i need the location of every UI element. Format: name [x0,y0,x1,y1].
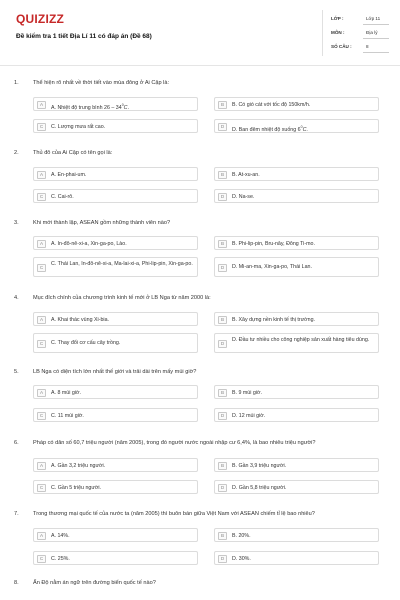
option-text: A. Khai thác vùng Xi-bia. [51,316,110,323]
option-text: B. Có gió cát với tốc độ 150km/h. [232,101,311,108]
option-letter: D [218,123,227,131]
option-letter: B [218,389,227,397]
option-c[interactable] [33,408,198,422]
option-text: A. En-phai-um. [51,171,87,178]
meta-class-label: LỚP : [331,16,344,21]
option-text: B. 20%. [232,532,251,539]
meta-count-label: SỐ CÂU : [331,44,352,49]
option-letter: C [37,484,46,492]
option-letter: B [218,240,227,248]
meta-divider [363,24,389,25]
option-a[interactable] [33,458,198,472]
worksheet-title: Đề kiểm tra 1 tiết Địa Lí 11 có đáp án (Đề 68) [16,33,152,40]
option-letter: B [218,171,227,179]
option-d[interactable] [214,551,379,565]
worksheet-meta [322,10,392,56]
option-b[interactable] [214,312,379,326]
option-letter: B [218,316,227,324]
option-b[interactable] [214,458,379,472]
option-b[interactable] [214,236,379,250]
question-number: 7. [14,511,19,517]
option-d[interactable] [214,480,379,494]
question-text: Khi mới thành lập, ASEAN gồm những thành viên nào? [33,220,171,226]
question-text: Ấn Độ nằm án ngữ trên đường biển quốc tế nào? [33,580,156,586]
question-number: 5. [14,369,19,375]
option-text: C. Thái Lan, In-đô-nê-xi-a, Ma-lai-xi-a, Phi-lip-pin, Xin-ga-po. [51,260,193,267]
option-letter: A [37,462,46,470]
option-c[interactable] [33,189,198,203]
option-text: A. Nhiệt độ trung bình $26 - 34^0C$. [51,102,129,111]
option-c[interactable] [33,480,198,494]
option-c[interactable] [33,551,198,565]
option-text: A. In-đô-nê-xi-a, Xin-ga-po, Lào. [51,240,127,247]
option-letter: D [218,340,227,348]
option-text: B. Phi-lip-pin, Bru-nây, Đông Ti-mo. [232,240,315,247]
option-letter: A [37,240,46,248]
option-text: C. 11 múi giờ. [51,412,84,419]
option-b[interactable] [214,385,379,399]
option-letter: D [218,193,227,201]
option-letter: D [218,412,227,420]
question-text: Pháp có dân số 60,7 triệu người (năm 2005), trong đó người nước ngoài nhập cư 6,4%, là bao nhiêu triệu người? [33,440,316,446]
option-d[interactable] [214,189,379,203]
option-text: C. Gần 5 triệu người. [51,484,102,491]
option-text: D. Mi-an-ma, Xin-ga-po, Thái Lan. [232,264,312,270]
option-text: D. 12 múi giờ. [232,412,266,419]
question-number: 3. [14,220,19,226]
option-a[interactable] [33,97,198,111]
option-text: C. Lượng mưa rất cao. [51,123,106,130]
question-text: Thể hiện rõ nhất về thời tiết vào mùa đông ở Ai Cập là: [33,80,170,86]
option-b[interactable] [214,528,379,542]
option-text: C. Thay đổi cơ cấu cây trồng. [51,340,121,346]
option-text: A. Gần 3,2 triệu người. [51,462,106,469]
question-number: 6. [14,440,19,446]
option-text: A. 8 múi giờ. [51,389,81,396]
option-c[interactable] [33,257,198,277]
option-letter: C [37,264,46,272]
option-text: D. Ban đêm nhiệt độ xuống $6^0C$. [232,124,308,133]
option-letter: A [37,316,46,324]
option-letter: C [37,412,46,420]
option-text: B. Gần 3,9 triệu người. [232,462,287,469]
question-text: Trong thương mại quốc tế của nước ta (năm 2005) thì buôn bán giữa Việt Nam với ASEAN chiếm tỉ lệ bao nhiêu? [33,511,315,517]
option-text: A. 14%. [51,532,70,539]
option-letter: C [37,555,46,563]
question-number: 1. [14,80,19,86]
meta-subject-label: MÔN : [331,30,345,35]
option-a[interactable] [33,528,198,542]
option-d[interactable] [214,257,379,277]
option-b[interactable] [214,167,379,181]
meta-class-value: Lớp 11 [366,16,381,21]
option-letter: A [37,389,46,397]
option-a[interactable] [33,312,198,326]
option-text: D. Đầu tư nhiều cho công nghiệp sản xuất hàng tiêu dùng. [232,336,370,343]
option-letter: B [218,462,227,470]
option-c[interactable] [33,333,198,353]
option-text: B. At-xu-an. [232,171,260,178]
option-letter: B [218,101,227,109]
option-letter: C [37,123,46,131]
option-letter: A [37,101,46,109]
meta-divider [363,38,389,39]
option-letter: B [218,532,227,540]
option-d[interactable] [214,119,379,133]
option-letter: A [37,532,46,540]
option-letter: C [37,193,46,201]
question-text: Thủ đô của Ai Cập có tên gọi là: [33,150,113,156]
question-text: LB Nga có diện tích lớn nhất thế giới và trải dài trên mấy múi giờ? [33,369,197,375]
option-text: C. Cai-rô. [51,193,74,200]
option-letter: D [218,264,227,272]
option-letter: C [37,340,46,348]
option-letter: D [218,555,227,563]
option-a[interactable] [33,167,198,181]
question-number: 8. [14,580,19,586]
question-number: 2. [14,150,19,156]
meta-divider [363,52,389,53]
option-b[interactable] [214,97,379,111]
option-text: D. Gần 5,8 triệu người. [232,484,287,491]
option-letter: A [37,171,46,179]
option-text: B. 9 múi giờ. [232,389,262,396]
option-text: D. Na-se. [232,193,255,200]
option-a[interactable] [33,236,198,250]
option-letter: D [218,484,227,492]
option-a[interactable] [33,385,198,399]
option-c[interactable] [33,119,198,133]
quizizz-logo[interactable]: QUIZIZZ [16,12,65,26]
worksheet-header [0,0,400,66]
option-text: C. 25%. [51,555,70,562]
option-text: B. Xây dựng nền kinh tế thị trường. [232,316,316,323]
option-d[interactable] [214,333,379,353]
question-text: Mục đích chính của chương trình kinh tế mới ở LB Nga từ năm 2000 là: [33,295,211,301]
meta-subject-value: Địa lý [366,30,378,35]
option-d[interactable] [214,408,379,422]
option-text: D. 30%. [232,555,251,562]
question-number: 4. [14,295,19,301]
meta-count-value: 8 [366,44,369,49]
